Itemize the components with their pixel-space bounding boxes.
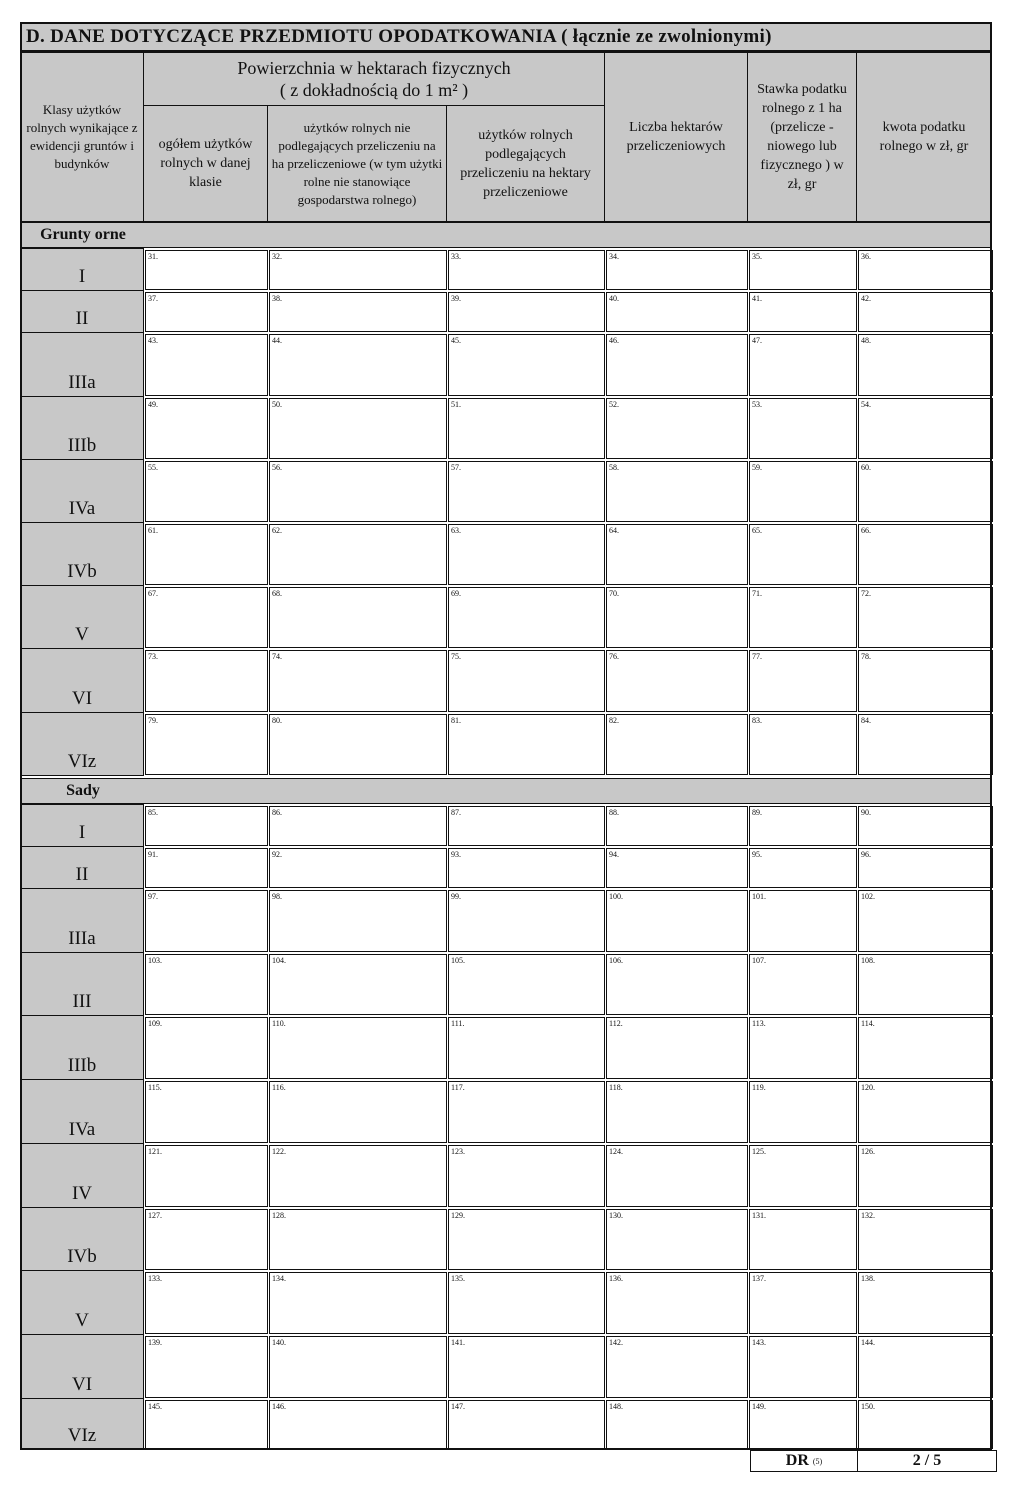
field-number: 55. [148,463,158,472]
field-number: 47. [752,336,762,345]
field-number: 45. [451,336,461,345]
row-class-label: V [20,1270,144,1335]
field-number: 150. [861,1402,875,1411]
row-class-label: IVa [20,459,144,523]
field-number: 94. [609,850,619,859]
row-class-label: II [20,846,144,889]
field-number: 31. [148,252,158,261]
row-class-label: VI [20,648,144,713]
field-number: 46. [609,336,619,345]
field-number: 57. [451,463,461,472]
form-code-box [750,1450,858,1472]
row-class-label: IV [20,1143,144,1208]
row-class-label: IIIa [20,332,144,397]
field-number: 52. [609,400,619,409]
field-number: 44. [272,336,282,345]
field-number: 43. [148,336,158,345]
row-class-label: V [20,585,144,649]
field-number: 102. [861,892,875,901]
row-class-label: VI [20,1334,144,1399]
field-number: 58. [609,463,619,472]
field-number: 116. [272,1083,286,1092]
field-number: 93. [451,850,461,859]
row-class-label: VIz [20,1398,144,1450]
group-header-label: Sady [66,782,100,799]
field-number: 56. [272,463,282,472]
field-number: 59. [752,463,762,472]
field-number: 120. [861,1083,875,1092]
field-number: 126. [861,1147,875,1156]
field-number: 97. [148,892,158,901]
page-number-box [857,1450,997,1472]
field-number: 114. [861,1019,875,1028]
header-klasy-text: Klasy użytków rolnych wynikające z ewidencji gruntów i budynków [26,102,138,171]
field-number: 104. [272,956,286,965]
field-number: 108. [861,956,875,965]
field-number: 107. [752,956,766,965]
field-number: 34. [609,252,619,261]
page-number: 2 / 5 [912,1452,942,1469]
field-number: 80. [272,716,282,725]
field-number: 60. [861,463,871,472]
field-number: 85. [148,808,158,817]
field-number: 121. [148,1147,162,1156]
field-number: 115. [148,1083,162,1092]
field-number: 48. [861,336,871,345]
field-number: 40. [609,294,619,303]
field-number: 135. [451,1274,465,1283]
field-number: 49. [148,400,158,409]
field-number: 81. [451,716,461,725]
field-number: 101. [752,892,766,901]
field-number: 32. [272,252,282,261]
field-number: 117. [451,1083,465,1092]
field-number: 141. [451,1338,465,1347]
field-number: 138. [861,1274,875,1283]
header-stawka-text: Stawka podatku rolnego z 1 ha (przelicze - niowego lub fizycznego ) w zł, gr [757,82,847,192]
row-class-label: VIz [20,712,144,776]
field-number: 87. [451,808,461,817]
field-number: 82. [609,716,619,725]
field-number: 118. [609,1083,623,1092]
field-number: 63. [451,526,461,535]
field-number: 132. [861,1211,875,1220]
field-number: 74. [272,652,282,661]
row-class-label: IIIa [20,888,144,953]
field-number: 92. [272,850,282,859]
field-number: 122. [272,1147,286,1156]
field-number: 37. [148,294,158,303]
field-number: 109. [148,1019,162,1028]
field-number: 131. [752,1211,766,1220]
field-number: 41. [752,294,762,303]
field-number: 145. [148,1402,162,1411]
row-class-label: IVb [20,1207,144,1271]
field-number: 64. [609,526,619,535]
row-class-label: IIIb [20,1015,144,1080]
field-number: 75. [451,652,461,661]
field-number: 119. [752,1083,766,1092]
field-number: 112. [609,1019,623,1028]
field-number: 70. [609,589,619,598]
field-number: 111. [451,1019,465,1028]
field-number: 73. [148,652,158,661]
field-number: 89. [752,808,762,817]
field-number: 123. [451,1147,465,1156]
field-number: 133. [148,1274,162,1283]
field-number: 110. [272,1019,286,1028]
field-number: 66. [861,526,871,535]
field-number: 38. [272,294,282,303]
field-number: 134. [272,1274,286,1283]
group-header-label: Grunty orne [40,226,126,243]
field-number: 130. [609,1211,623,1220]
field-number: 128. [272,1211,286,1220]
field-number: 65. [752,526,762,535]
field-number: 76. [609,652,619,661]
field-number: 143. [752,1338,766,1347]
field-number: 69. [451,589,461,598]
field-number: 51. [451,400,461,409]
header-kwota-text: kwota podatku rolnego w zł, gr [879,120,969,154]
field-number: 142. [609,1338,623,1347]
row-class-label: IVb [20,522,144,586]
field-number: 106. [609,956,623,965]
field-number: 39. [451,294,461,303]
row-class-label: II [20,290,144,333]
form-code: DR [785,1452,809,1469]
row-class-label: I [20,804,144,847]
field-number: 148. [609,1402,623,1411]
form-variant: (5) [812,1456,823,1466]
field-number: 99. [451,892,461,901]
field-number: 129. [451,1211,465,1220]
field-number: 136. [609,1274,623,1283]
field-number: 72. [861,589,871,598]
field-number: 68. [272,589,282,598]
field-number: 53. [752,400,762,409]
table-frame [20,22,992,1450]
field-number: 95. [752,850,762,859]
field-number: 77. [752,652,762,661]
section-title: D. DANE DOTYCZĄCE PRZEDMIOTU OPODATKOWANIA ( łącznie ze zwolnionymi) [20,22,992,52]
field-number: 79. [148,716,158,725]
field-number: 127. [148,1211,162,1220]
header-powierzchnia-line1: Powierzchnia w hektarach fizycznych [237,58,511,78]
row-class-label: IVa [20,1079,144,1144]
field-number: 105. [451,956,465,965]
row-class-label: I [20,248,144,291]
field-number: 124. [609,1147,623,1156]
header-powierzchnia-line2: ( z dokładnością do 1 m² ) [279,80,469,100]
field-number: 98. [272,892,282,901]
field-number: 139. [148,1338,162,1347]
field-number: 146. [272,1402,286,1411]
field-number: 67. [148,589,158,598]
field-number: 35. [752,252,762,261]
field-number: 140. [272,1338,286,1347]
row-class-label: III [20,952,144,1016]
field-number: 113. [752,1019,766,1028]
field-number: 88. [609,808,619,817]
field-number: 71. [752,589,762,598]
field-number: 84. [861,716,871,725]
field-number: 149. [752,1402,766,1411]
field-number: 90. [861,808,871,817]
field-number: 54. [861,400,871,409]
field-number: 96. [861,850,871,859]
field-number: 62. [272,526,282,535]
field-number: 78. [861,652,871,661]
field-number: 83. [752,716,762,725]
field-number: 103. [148,956,162,965]
field-number: 137. [752,1274,766,1283]
field-number: 36. [861,252,871,261]
field-number: 125. [752,1147,766,1156]
field-number: 50. [272,400,282,409]
field-number: 147. [451,1402,465,1411]
field-number: 144. [861,1338,875,1347]
field-number: 100. [609,892,623,901]
field-number: 33. [451,252,461,261]
field-number: 86. [272,808,282,817]
field-number: 61. [148,526,158,535]
field-number: 42. [861,294,871,303]
header-podlegajacych-text: użytków rolnych podlegających przeliczeniu na hektary przeliczeniowe [460,127,591,200]
row-class-label: IIIb [20,396,144,460]
header-nie-podlegajacych-text: użytków rolnych nie podlegających przeliczeniu na ha przeliczeniowe (w tym użytki rolne nie stanowiące gospodarstwa rolnego) [271,119,443,207]
header-ogolem-text: ogółem użytków rolnych w danej klasie [158,137,253,190]
field-number: 91. [148,850,158,859]
header-liczba-text: Liczba hektarów przeliczeniowych [626,120,726,154]
